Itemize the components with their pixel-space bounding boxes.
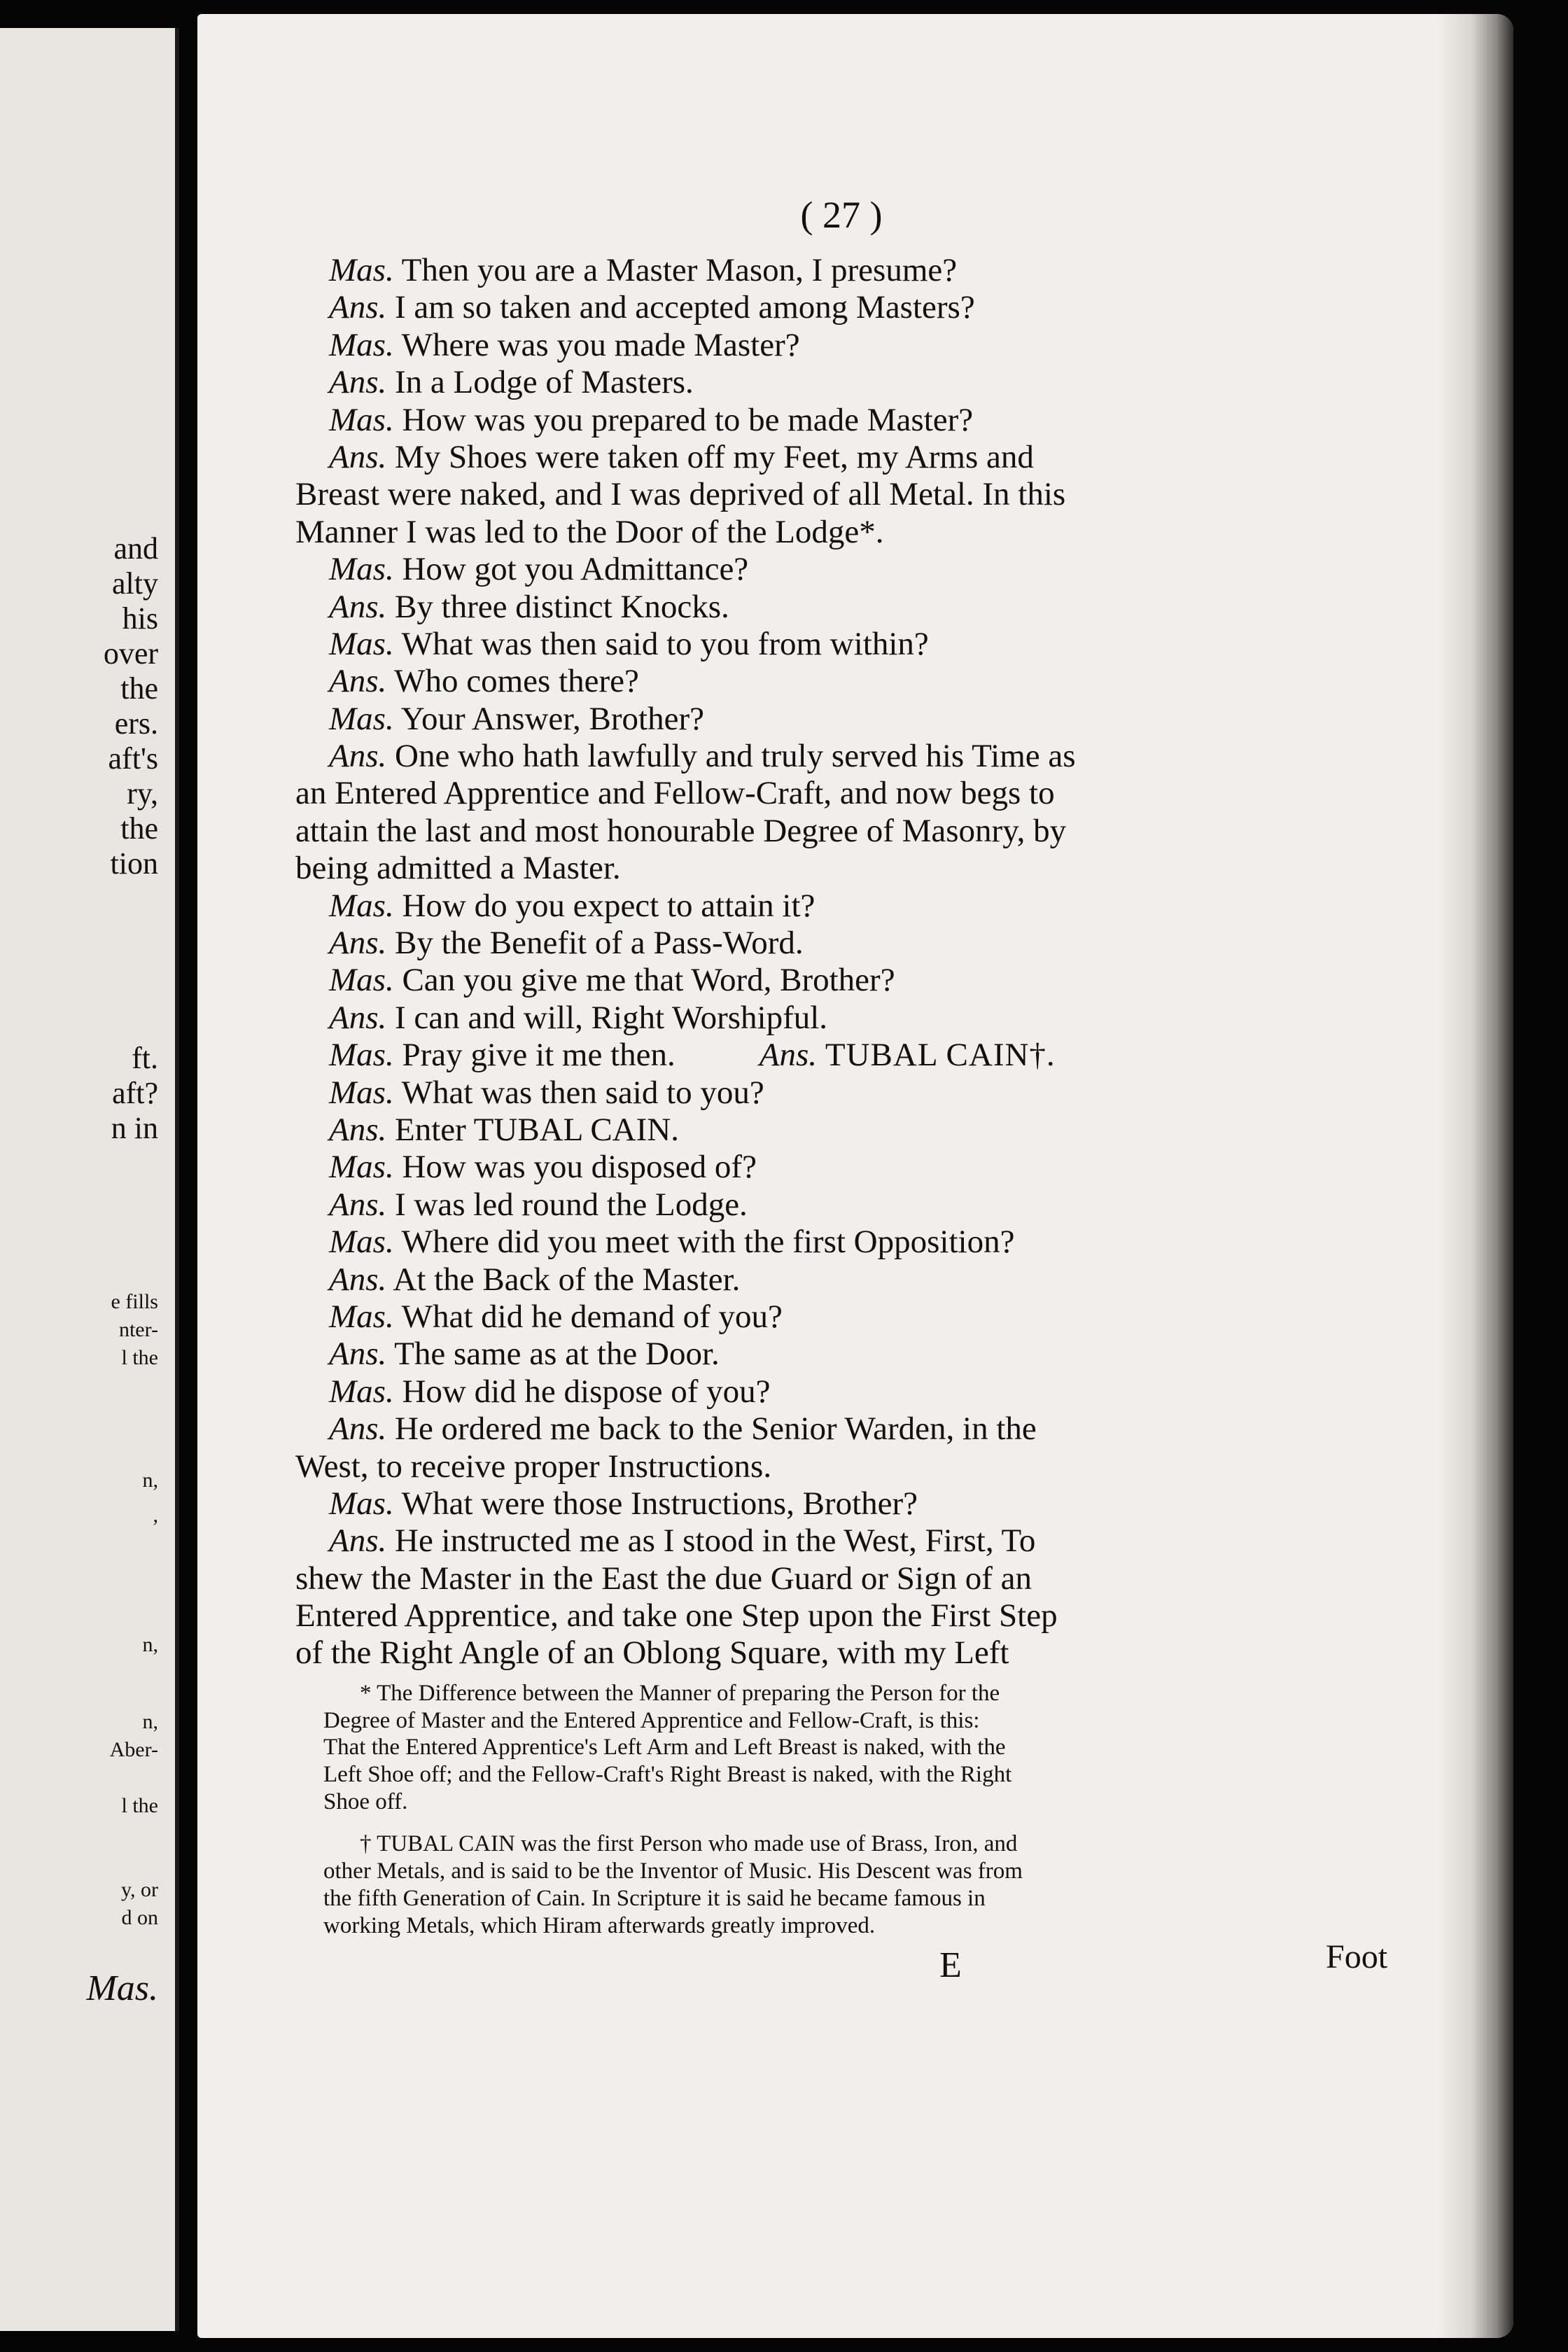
speaker-label: Mas. — [329, 625, 394, 662]
text-line — [295, 1634, 1387, 1672]
footnote-line: working Metals, which Hiram afterwards greatly improved. — [323, 1912, 876, 1938]
text-line — [295, 1560, 1387, 1597]
text-line — [295, 514, 1387, 551]
text-line — [295, 850, 1387, 887]
text-line — [295, 888, 1387, 925]
speaker-label: Ans. — [329, 1186, 387, 1223]
text-line — [295, 663, 1387, 700]
speaker-label: Mas. — [329, 401, 394, 438]
left-page-text-fragment: d on — [121, 1906, 158, 1929]
speaker-label: Mas. — [329, 1485, 394, 1522]
line-text: being admitted a Master. — [295, 850, 621, 887]
text-line — [295, 813, 1387, 850]
footnote-line: other Metals, and is said to be the Inventor of Music. His Descent was from — [323, 1858, 1023, 1884]
left-page-text-fragment: his — [122, 601, 158, 636]
footnote-line: the fifth Generation of Cain. In Scripture it is said he became famous in — [323, 1885, 986, 1911]
line-text: Pray give it me then. — [393, 1037, 676, 1074]
line-text: I am so taken and accepted among Masters? — [386, 289, 975, 326]
text-line — [295, 1261, 1387, 1298]
left-page-text-fragment: , — [153, 1504, 158, 1527]
footnotes — [323, 1680, 1380, 1939]
speaker-label: Mas. — [329, 1037, 394, 1074]
left-page-text-fragment: l the — [121, 1794, 158, 1817]
book-page — [197, 14, 1513, 2338]
left-page-text-fragment: l the — [121, 1346, 158, 1369]
speaker-label: Mas. — [329, 1373, 394, 1410]
line-text: How do you expect to attain it? — [393, 887, 816, 924]
speaker-label: Mas. — [329, 887, 394, 924]
speaker-label: Mas. — [329, 1074, 394, 1111]
line-text: Manner I was led to the Door of the Lodge*. — [295, 513, 884, 550]
line-text: West, to receive proper Instructions. — [295, 1448, 772, 1485]
text-line — [295, 327, 1387, 364]
text-line — [295, 1336, 1387, 1373]
footnote-gap — [323, 1815, 1380, 1830]
line-text: Who comes there? — [386, 663, 639, 700]
line-text: I was led round the Lodge. — [386, 1186, 748, 1223]
left-page-text-fragment: tion — [110, 846, 158, 881]
left-page-text-fragment: ers. — [114, 706, 158, 741]
line-text: One who hath lawfully and truly served his Time as — [386, 738, 1076, 775]
text-line — [295, 551, 1387, 588]
text-line — [295, 1522, 1387, 1560]
text-line — [295, 476, 1387, 513]
left-page-text-fragment: Mas. — [86, 1968, 158, 2008]
speaker-label: Ans. — [329, 999, 387, 1036]
left-page-text-fragment: Aber- — [109, 1738, 158, 1761]
speaker-label: Mas. — [329, 1149, 394, 1186]
speaker-label: Mas. — [329, 1224, 394, 1261]
speaker-label: Ans. — [329, 1336, 387, 1373]
text-line — [295, 775, 1387, 812]
speaker-label: Mas. — [329, 700, 394, 737]
left-page-text-fragment: over — [103, 636, 158, 671]
text-line — [295, 1074, 1387, 1112]
text-line — [295, 1112, 1387, 1149]
line-text: attain the last and most honourable Degree of Masonry, by — [295, 812, 1067, 849]
line-text: Breast were naked, and I was deprived of all Metal. In this — [295, 476, 1066, 513]
text-line — [295, 738, 1387, 775]
footnote-line: Shoe off. — [323, 1788, 408, 1814]
text-line — [295, 1149, 1387, 1186]
speaker-label: Mas. — [329, 551, 394, 588]
line-text: How got you Admittance? — [393, 551, 749, 588]
footnote-line: * The Difference between the Manner of preparing the Person for the — [360, 1681, 1000, 1706]
line-text: TUBAL CAIN†. — [816, 1037, 1056, 1074]
speaker-label: Mas. — [329, 1298, 394, 1335]
signature-mark: E — [939, 1945, 962, 1985]
text-line — [295, 289, 1387, 326]
text-line — [295, 1485, 1387, 1522]
line-text: What was then said to you? — [393, 1074, 764, 1111]
line-text: Then you are a Master Mason, I presume? — [393, 252, 958, 288]
speaker-label: Mas. — [329, 962, 394, 999]
left-page-text-fragment: n in — [111, 1111, 158, 1145]
page-edge-shadow — [1436, 14, 1513, 2338]
line-text: Enter TUBAL CAIN. — [386, 1111, 679, 1148]
line-text: My Shoes were taken off my Feet, my Arms and — [386, 438, 1034, 475]
line-text: By the Benefit of a Pass-Word. — [386, 925, 804, 962]
left-page-text-fragment: alty — [112, 566, 158, 601]
line-text: The same as at the Door. — [386, 1336, 720, 1373]
line-text: Your Answer, Brother? — [393, 700, 704, 737]
line-text: In a Lodge of Masters. — [386, 364, 694, 401]
left-page-fragment — [0, 28, 179, 2331]
left-page-text-fragment: aft? — [112, 1076, 158, 1110]
line-text: an Entered Apprentice and Fellow-Craft, and now begs to — [295, 775, 1055, 812]
left-page-text-fragment: e fills — [111, 1290, 158, 1313]
speaker-label: Ans. — [329, 663, 387, 700]
dialogue-text — [295, 252, 1387, 1672]
speaker-label: Mas. — [329, 326, 394, 363]
text-line — [295, 1186, 1387, 1224]
text-line — [295, 1410, 1387, 1448]
text-line — [295, 439, 1387, 476]
line-text: What was then said to you from within? — [393, 625, 929, 662]
footnote-line: Degree of Master and the Entered Apprentice and Fellow-Craft, is this: — [323, 1707, 980, 1733]
text-line — [295, 1298, 1387, 1336]
speaker-label: Mas. — [329, 252, 394, 288]
speaker-label: Ans. — [329, 925, 387, 962]
left-page-text-fragment: and — [113, 531, 158, 566]
left-page-text-fragment: aft's — [108, 741, 158, 776]
footnote-line: † TUBAL CAIN was the first Person who made use of Brass, Iron, and — [360, 1831, 1018, 1857]
line-text: By three distinct Knocks. — [386, 588, 729, 625]
text-line — [295, 589, 1387, 626]
line-text: He ordered me back to the Senior Warden, in the — [386, 1410, 1037, 1448]
page-number: ( 27 ) — [800, 194, 883, 236]
line-text: Where did you meet with the first Opposition? — [393, 1224, 1015, 1261]
line-text: What were those Instructions, Brother? — [393, 1485, 918, 1522]
speaker-label: Ans. — [329, 438, 387, 475]
left-page-text-fragment: nter- — [118, 1318, 158, 1341]
line-text: He instructed me as I stood in the West, First, To — [386, 1522, 1036, 1560]
left-page-text-fragment: the — [120, 671, 158, 706]
line-text: of the Right Angle of an Oblong Square, with my Left — [295, 1634, 1009, 1672]
line-text: How was you prepared to be made Master? — [393, 401, 974, 438]
line-text: shew the Master in the East the due Guard or Sign of an — [295, 1560, 1032, 1597]
line-text: Entered Apprentice, and take one Step upon the First Step — [295, 1597, 1058, 1634]
text-line — [295, 1373, 1387, 1410]
text-line — [295, 1224, 1387, 1261]
text-line — [295, 1037, 1387, 1074]
text-line — [295, 364, 1387, 401]
text-line — [295, 252, 1387, 289]
text-line — [295, 1448, 1387, 1485]
footnote-line: Left Shoe off; and the Fellow-Craft's Right Breast is naked, with the Right — [323, 1762, 1012, 1788]
footnote-line: That the Entered Apprentice's Left Arm and Left Breast is naked, with the — [323, 1735, 1006, 1760]
line-text: At the Back of the Master. — [386, 1261, 741, 1298]
speaker-label: Ans. — [329, 738, 387, 775]
line-text: I can and will, Right Worshipful. — [386, 999, 828, 1036]
text-line — [295, 701, 1387, 738]
left-page-text-fragment: the — [120, 811, 158, 846]
speaker-label: Ans. — [329, 289, 387, 326]
line-text: How was you disposed of? — [393, 1149, 757, 1186]
left-page-text-fragment: y, or — [120, 1878, 158, 1901]
line-text: Where was you made Master? — [393, 326, 800, 363]
text-line — [295, 1000, 1387, 1037]
line-text: How did he dispose of you? — [393, 1373, 771, 1410]
left-page-text-fragment: n, — [142, 1469, 158, 1492]
text-line — [295, 962, 1387, 999]
text-line — [295, 1597, 1387, 1634]
speaker-label: Ans. — [329, 1522, 387, 1560]
speaker-label: Ans. — [759, 1037, 817, 1074]
line-text: Can you give me that Word, Brother? — [393, 962, 895, 999]
catchword: Foot — [1326, 1938, 1388, 1975]
left-page-text-fragment: ft. — [132, 1041, 158, 1075]
text-line — [295, 402, 1387, 439]
text-line — [295, 925, 1387, 962]
text-line — [295, 626, 1387, 663]
speaker-label: Ans. — [329, 1261, 387, 1298]
speaker-label: Ans. — [329, 364, 387, 401]
speaker-label: Ans. — [329, 1410, 387, 1448]
left-page-text-fragment: n, — [142, 1710, 158, 1733]
line-text: What did he demand of you? — [393, 1298, 783, 1335]
left-page-text-fragment: n, — [142, 1633, 158, 1656]
left-page-text-fragment: ry, — [127, 776, 158, 811]
speaker-label: Ans. — [329, 1111, 387, 1148]
speaker-label: Ans. — [329, 588, 387, 625]
